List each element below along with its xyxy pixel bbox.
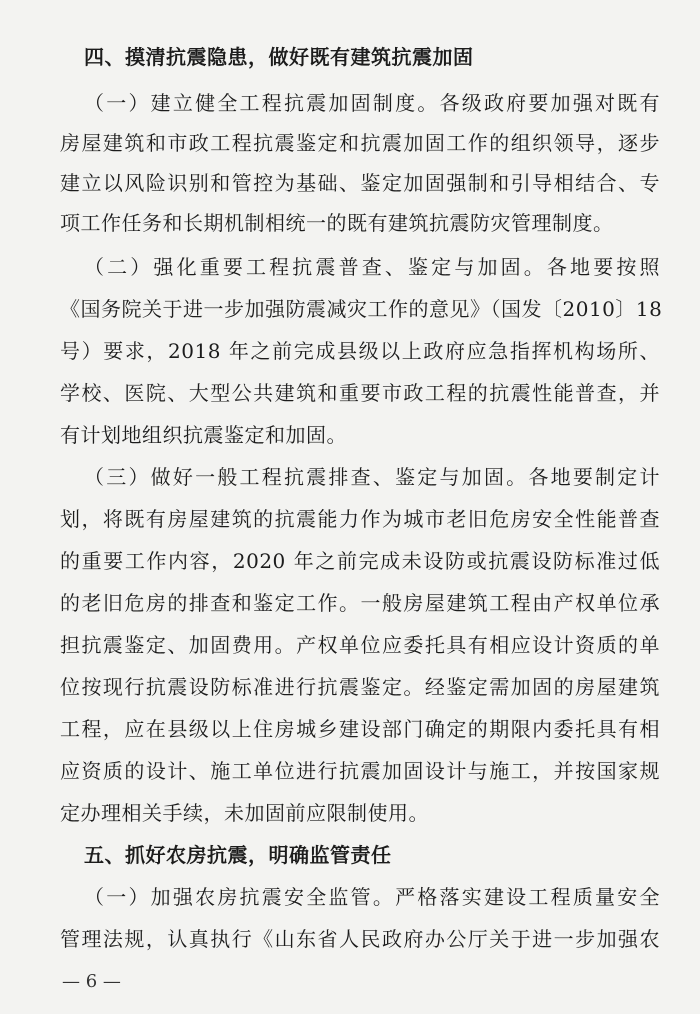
paragraph-line: （二）强化重要工程抗震普查、鉴定与加固。各地要按照: [84, 255, 660, 279]
paragraph-line: 房屋建筑和市政工程抗震鉴定和抗震加固工作的组织领导，逐步: [60, 131, 660, 155]
section-heading-4: 四、摸清抗震隐患，做好既有建筑抗震加固: [84, 45, 474, 69]
paragraph-line: 应资质的设计、施工单位进行抗震加固设计与施工，并按国家规: [60, 759, 660, 783]
paragraph-line: 项工作任务和长期机制相统一的既有建筑抗震防灾管理制度。: [60, 211, 614, 235]
paragraph-line: 的重要工作内容，2020 年之前完成未设防或抗震设防标准过低: [60, 549, 660, 573]
paragraph-line: 担抗震鉴定、加固费用。产权单位应委托具有相应设计资质的单: [60, 633, 660, 657]
paragraph-line: （一）加强农房抗震安全监管。严格落实建设工程质量安全: [84, 885, 660, 909]
paragraph-line: 位按现行抗震设防标准进行抗震鉴定。经鉴定需加固的房屋建筑: [60, 675, 660, 699]
paragraph-line: （一）建立健全工程抗震加固制度。各级政府要加强对既有: [84, 91, 660, 115]
paragraph-line: 《国务院关于进一步加强防震减灾工作的意见》（国发〔2010〕18: [60, 297, 663, 321]
paragraph-line: 管理法规，认真执行《山东省人民政府办公厅关于进一步加强农: [60, 927, 660, 951]
paragraph-line: 划，将既有房屋建筑的抗震能力作为城市老旧危房安全性能普查: [60, 507, 660, 531]
paragraph-line: 的老旧危房的排查和鉴定工作。一般房屋建筑工程由产权单位承: [60, 591, 660, 615]
paragraph-line: 定办理相关手续，未加固前应限制使用。: [60, 801, 429, 825]
page-number: — 6 —: [62, 971, 121, 992]
paragraph-line: 有计划地组织抗震鉴定和加固。: [60, 423, 347, 447]
paragraph-line: 建立以风险识别和管控为基础、鉴定加固强制和引导相结合、专: [60, 171, 660, 195]
paragraph-line: （三）做好一般工程抗震排查、鉴定与加固。各地要制定计: [84, 465, 660, 489]
section-heading-5: 五、抓好农房抗震，明确监管责任: [84, 843, 392, 867]
paragraph-line: 学校、医院、大型公共建筑和重要市政工程的抗震性能普查，并: [60, 381, 660, 405]
paragraph-line: 工程，应在县级以上住房城乡建设部门确定的期限内委托具有相: [60, 717, 660, 741]
paragraph-line: 号）要求，2018 年之前完成县级以上政府应急指挥机构场所、: [60, 339, 660, 363]
